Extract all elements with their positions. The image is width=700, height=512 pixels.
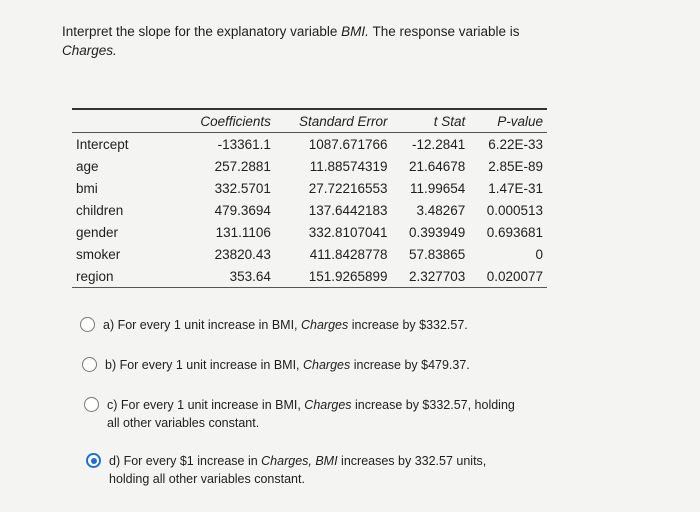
table-row (72, 199, 547, 221)
table-row (72, 265, 547, 288)
header-p-value: P-value (469, 109, 547, 133)
coef-cell: 353.64 (180, 265, 275, 288)
t-cell: 21.64678 (408, 158, 466, 174)
table-row (72, 155, 547, 177)
header-t-stat: t Stat (392, 109, 470, 133)
option-a[interactable]: a) For every 1 unit increase in BMI, Charges increase by $332.57. (80, 316, 500, 334)
p-cell: 0.020077 (469, 265, 547, 288)
table-header-row (72, 109, 547, 133)
radio-d-selected[interactable] (86, 453, 101, 468)
coef-cell: 479.3694 (214, 202, 271, 218)
question-text: Interpret the slope for the explanatory variable BMI. The response variable is Charges. (62, 24, 520, 58)
t-cell: 0.393949 (408, 224, 466, 240)
row-label: age (76, 158, 99, 174)
header-standard-error: Standard Error (275, 109, 392, 133)
radio-a[interactable] (80, 317, 95, 332)
p-cell: 0 (535, 246, 543, 262)
se-cell: 332.8107041 (308, 224, 388, 240)
coef-cell: 131.1106 (215, 224, 271, 240)
se-cell: 1087.671766 (308, 136, 388, 152)
radio-b[interactable] (82, 357, 97, 372)
row-label: Intercept (76, 136, 129, 152)
radio-c[interactable] (84, 397, 99, 412)
row-label: region (72, 265, 180, 288)
row-label: smoker (76, 246, 121, 262)
coef-cell: -13361.1 (217, 136, 271, 152)
table-row (72, 133, 547, 156)
response-variable: Charges. (62, 43, 117, 58)
se-cell: 11.88574319 (309, 158, 388, 174)
p-cell: 0.693681 (486, 224, 543, 240)
row-label: children (76, 202, 124, 218)
regression-table (72, 108, 547, 288)
t-cell: 57.83865 (408, 246, 466, 262)
row-label: gender (76, 224, 119, 240)
table-row (72, 177, 547, 199)
se-cell: 411.8428778 (309, 246, 388, 262)
se-cell: 151.9265899 (275, 265, 392, 288)
coef-cell: 257.2881 (214, 158, 271, 174)
option-c[interactable]: c) For every 1 unit increase in BMI, Charges increase by $332.57, holding all other variables constant. (84, 396, 524, 432)
coef-cell: 23820.43 (214, 246, 271, 262)
se-cell: 137.6442183 (308, 202, 388, 218)
p-cell: 6.22E-33 (488, 136, 543, 152)
option-b[interactable]: b) For every 1 unit increase in BMI, Charges increase by $479.37. (82, 356, 502, 374)
explanatory-variable: BMI. (341, 24, 369, 39)
t-cell: 11.99654 (409, 180, 466, 196)
row-label: bmi (76, 180, 98, 196)
p-cell: 1.47E-31 (488, 180, 543, 196)
p-cell: 2.85E-89 (488, 158, 543, 174)
header-blank (72, 109, 180, 133)
t-cell: -12.2841 (411, 136, 466, 152)
coef-cell: 332.5701 (214, 180, 271, 196)
table-row (72, 243, 547, 265)
p-cell: 0.000513 (486, 202, 543, 218)
table-row (72, 221, 547, 243)
header-coefficients: Coefficients (180, 109, 275, 133)
option-d[interactable]: d) For every $1 increase in Charges, BMI increases by 332.57 units, holding all other variables constant. (86, 452, 526, 488)
t-cell: 3.48267 (416, 202, 466, 218)
se-cell: 27.72216553 (308, 180, 388, 196)
t-cell: 2.327703 (392, 265, 470, 288)
